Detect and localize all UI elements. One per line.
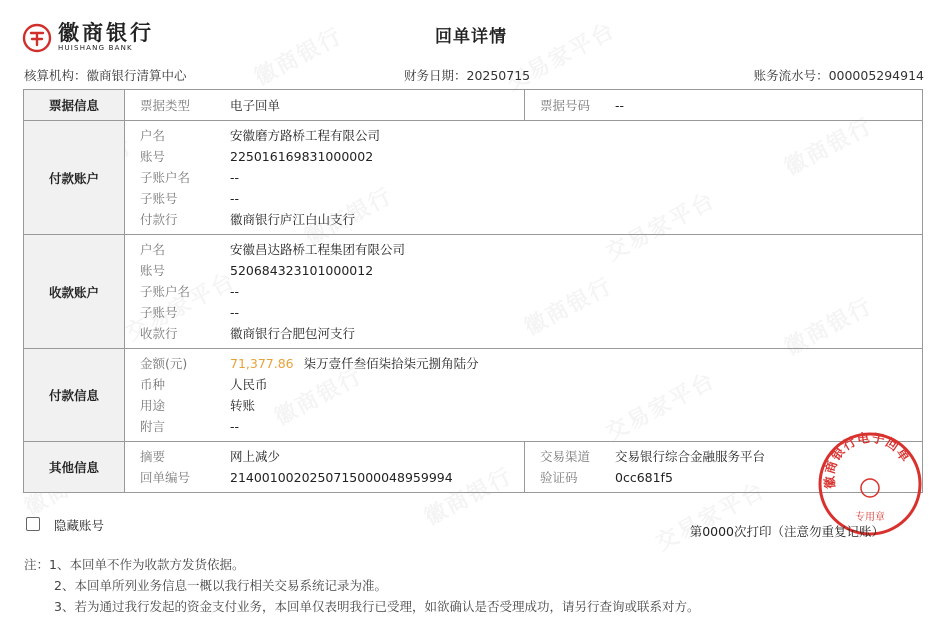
page-title: 回单详情 (435, 27, 507, 47)
institution-text: 核算机构：徽商银行清算中心 (24, 68, 187, 83)
field-label: 摘要 (140, 449, 166, 464)
hide-account-checkbox[interactable] (26, 517, 40, 531)
payee-sub-account-name: -- (230, 284, 240, 299)
field-label: 子账号 (140, 191, 178, 206)
remark-value: -- (230, 419, 240, 434)
other-info-row (24, 442, 923, 493)
payment-info-row (24, 349, 923, 442)
note-item: 注：1、本回单不作为收款方发货依据。 (24, 557, 245, 572)
note-item: 3、若为通过我行发起的资金支付业务，本回单仅表明我行已受理，如欲确认是否受理成功，请另行查询或联系对方。 (54, 599, 700, 614)
currency-value: 人民币 (230, 377, 268, 392)
seal-bottom-text: 专用章 (855, 512, 885, 523)
amount-value: 71,377.86 (230, 356, 294, 371)
seal-logo-icon (861, 479, 879, 497)
field-label: 附言 (140, 419, 166, 434)
payee-account-number: 520684323101000012 (230, 263, 374, 278)
field-value: 电子回单 (230, 97, 281, 113)
payer-bank: 徽商银行庐江白山支行 (230, 212, 356, 227)
section-title-other: 其他信息 (24, 442, 125, 493)
payer-name: 安徽磨方路桥工程有限公司 (230, 128, 381, 143)
field-value: -- (615, 97, 625, 113)
bill-number-cell (525, 90, 923, 121)
payer-details (125, 121, 923, 235)
receipt-header (0, 0, 942, 62)
field-label: 验证码 (540, 470, 578, 485)
section-title-payee: 收款账户 (24, 235, 125, 349)
svg-text:徽商银行电子回单 (822, 430, 914, 489)
payer-sub-account-number: -- (230, 191, 240, 206)
field-label: 交易渠道 (540, 449, 591, 464)
note-item: 2、本回单所列业务信息一概以我行相关交易系统记录为准。 (54, 578, 387, 593)
field-label: 户名 (140, 128, 166, 143)
receipt-table (23, 89, 923, 493)
field-label: 子账号 (140, 305, 178, 320)
bill-type-cell (125, 90, 525, 121)
payment-details (125, 349, 923, 442)
purpose-value: 转账 (230, 398, 256, 413)
payee-account-row (24, 235, 923, 349)
receipt-meta (24, 66, 924, 84)
section-title-bill: 票据信息 (24, 90, 125, 121)
field-label: 金额(元) (140, 356, 188, 371)
bill-info-row (24, 90, 923, 121)
seal-text: 徽商银行电子回单 (821, 430, 914, 490)
payer-account-row (24, 121, 923, 235)
field-label: 用途 (140, 398, 166, 413)
payer-sub-account-name: -- (230, 170, 240, 185)
hide-account-label[interactable]: 隐藏账号 (54, 518, 105, 533)
payee-bank: 徽商银行合肥包河支行 (230, 326, 356, 341)
field-label: 付款行 (140, 212, 178, 227)
payee-details (125, 235, 923, 349)
section-title-payer: 付款账户 (24, 121, 125, 235)
field-label: 收款行 (140, 326, 178, 341)
payee-name: 安徽昌达路桥工程集团有限公司 (230, 242, 406, 257)
payer-account-number: 225016169831000002 (230, 149, 374, 164)
receipt-footer (24, 516, 884, 539)
field-label: 账号 (140, 263, 166, 278)
field-label: 户名 (140, 242, 166, 257)
field-label: 票据号码 (540, 97, 591, 113)
bank-name-en: HUISHANG BANK (58, 44, 133, 52)
payee-sub-account-number: -- (230, 305, 240, 320)
notes (24, 554, 699, 617)
serial-number-text: 账务流水号：000005294914 (753, 68, 924, 83)
summary-value: 网上减少 (230, 449, 281, 464)
receipt-number-value: 2140010020250715000048959994 (230, 470, 453, 485)
field-label: 子账户名 (140, 284, 191, 299)
amount-in-words: 柒万壹仟叁佰柒拾柒元捌角陆分 (303, 356, 479, 371)
field-label: 币种 (140, 377, 166, 392)
field-label: 票据类型 (140, 97, 191, 113)
field-label: 账号 (140, 149, 166, 164)
field-label: 回单编号 (140, 470, 191, 485)
other-info-left (125, 442, 525, 493)
field-label: 子账户名 (140, 170, 191, 185)
section-title-payment: 付款信息 (24, 349, 125, 442)
verification-code-value: 0cc681f5 (615, 470, 673, 485)
channel-value: 交易银行综合金融服务平台 (615, 449, 766, 464)
print-count-text: 第0000次打印（注意勿重复记账） (689, 524, 884, 539)
finance-date-text: 财务日期：20250715 (404, 68, 531, 83)
bank-name-cn: 徽商银行 (58, 21, 154, 45)
